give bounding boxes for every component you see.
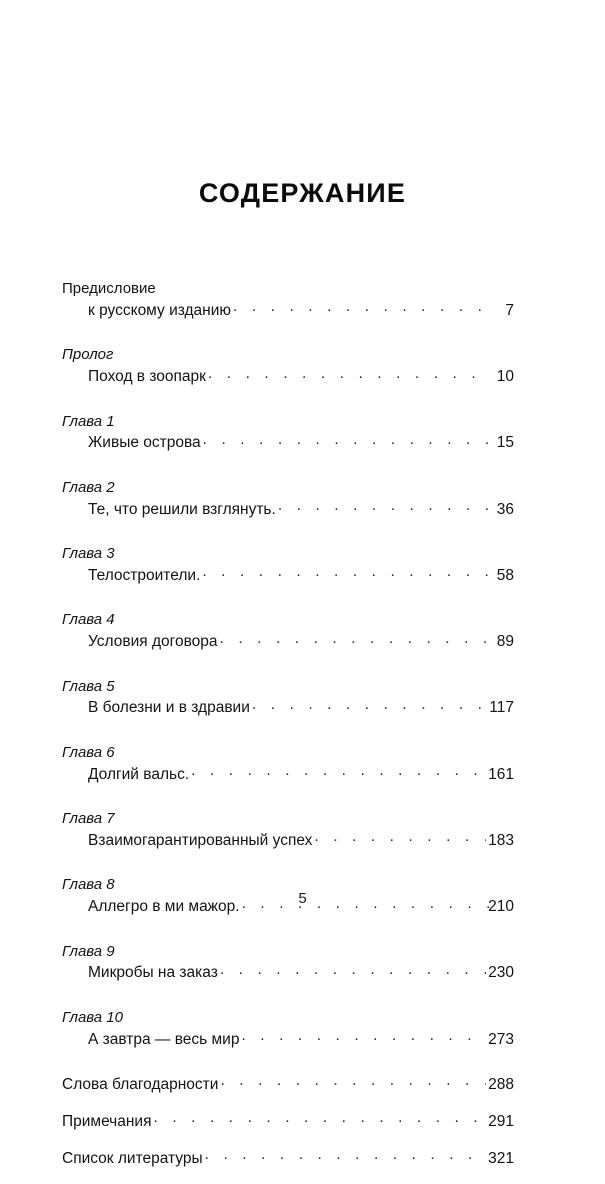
dot-leader (220, 962, 486, 978)
toc-entry-title: Те, что решили взглянуть. (88, 500, 276, 518)
toc-entry-title: Аллегро в ми мажор. (88, 898, 240, 916)
toc-entry-page-number: 273 (488, 1030, 514, 1048)
toc-entry-row[interactable] (62, 432, 514, 455)
toc-entry-page-number: 89 (496, 633, 514, 651)
toc-entry-title: Телостроители. (88, 566, 201, 584)
dot-leader (202, 564, 493, 580)
dot-leader (205, 1147, 486, 1163)
dot-leader (252, 697, 487, 713)
toc-entry (62, 941, 514, 985)
toc-entry-row[interactable] (62, 697, 514, 720)
toc-entry-title: Долгий вальс. (88, 765, 190, 783)
toc-entry-row[interactable] (62, 564, 514, 587)
toc-entry-row[interactable] (62, 1147, 514, 1170)
page-title: СОДЕРЖАНИЕ (198, 178, 407, 208)
toc-entry (62, 344, 514, 388)
toc-entry-row[interactable] (62, 366, 514, 389)
toc-entry (62, 609, 514, 653)
toc-entry-label: Глава 10 (62, 1008, 123, 1026)
toc-entry-title: к русскому изданию (88, 301, 232, 319)
toc-entry-title: Условия договора (88, 633, 218, 651)
toc-entry (62, 1147, 514, 1170)
toc-entry-list (62, 278, 514, 1184)
toc-entry-page-number: 161 (488, 765, 514, 783)
toc-entry (62, 808, 514, 852)
dot-leader (220, 631, 490, 647)
dot-leader (314, 829, 486, 845)
toc-entry-title: Список литературы (62, 1149, 203, 1167)
dot-leader (278, 498, 493, 514)
dot-leader (203, 432, 490, 448)
toc-entry (62, 676, 514, 720)
dot-leader (191, 763, 489, 779)
dot-leader (241, 1028, 486, 1044)
toc-entry-label: Глава 3 (62, 545, 115, 563)
dot-leader (220, 1073, 486, 1089)
toc-entry-label: Пролог (62, 346, 114, 364)
toc-entry-row[interactable] (62, 498, 514, 521)
toc-entry-label: Глава 7 (62, 810, 115, 828)
toc-entry (62, 278, 514, 322)
toc-entry-label: Глава 8 (62, 876, 115, 894)
toc-entry-page-number: 183 (488, 831, 514, 849)
toc-entry-label: Глава 9 (62, 942, 115, 960)
toc-entry-title: Микробы на заказ (88, 964, 218, 982)
toc-entry-title: Взаимогарантированный успех (88, 831, 313, 849)
toc-entry-row[interactable] (62, 763, 514, 786)
toc-entry-title: В болезни и в здравии (88, 699, 250, 717)
toc-entry (62, 1073, 514, 1096)
toc-entry-title: Примечания (62, 1112, 152, 1130)
toc-entry (62, 1110, 514, 1133)
toc-entry (62, 477, 514, 521)
toc-entry-page-number: 291 (488, 1112, 514, 1130)
toc-entry (62, 411, 514, 455)
toc-entry-title: Живые острова (88, 434, 201, 452)
dot-leader (154, 1110, 487, 1126)
toc-entry-title: А завтра — весь мир (88, 1030, 240, 1048)
toc-entry-page-number: 7 (505, 301, 514, 319)
toc-entry-page-number: 36 (496, 500, 514, 518)
page-folio: 5 (298, 890, 307, 907)
toc-entry-title: Поход в зоопарк (88, 368, 206, 386)
toc-entry-page-number: 288 (488, 1075, 514, 1093)
toc-entry-label: Глава 2 (62, 478, 115, 496)
toc-entry-row[interactable] (62, 962, 514, 985)
toc-entry-page-number: 117 (489, 699, 514, 717)
toc-entry-row[interactable] (62, 631, 514, 654)
toc-entry-row[interactable] (62, 299, 514, 322)
toc-entry-page-number: 230 (488, 964, 514, 982)
toc-entry (62, 742, 514, 786)
toc-entry-row[interactable] (62, 1110, 514, 1133)
toc-entry-page-number: 10 (496, 368, 514, 386)
toc-entry-label: Глава 6 (62, 743, 115, 761)
toc-entry-title: Слова благодарности (62, 1075, 219, 1093)
toc-entry-page-number: 321 (488, 1149, 514, 1167)
dot-leader (233, 299, 490, 315)
toc-entry-label: Глава 4 (62, 611, 115, 629)
toc-entry-label: Предисловие (62, 280, 156, 297)
toc-entry-page-number: 15 (496, 434, 514, 452)
toc-entry-label: Глава 5 (62, 677, 115, 695)
toc-entry (62, 1007, 514, 1051)
toc-entry-label: Глава 1 (62, 412, 115, 430)
toc-entry-row[interactable] (62, 1073, 514, 1096)
toc-entry (62, 543, 514, 587)
toc-entry-page-number: 58 (496, 566, 514, 584)
toc-entry-row[interactable] (62, 829, 514, 852)
toc-entry-page-number: 210 (488, 898, 514, 916)
toc-entry-row[interactable] (62, 1028, 514, 1051)
dot-leader (208, 366, 490, 382)
